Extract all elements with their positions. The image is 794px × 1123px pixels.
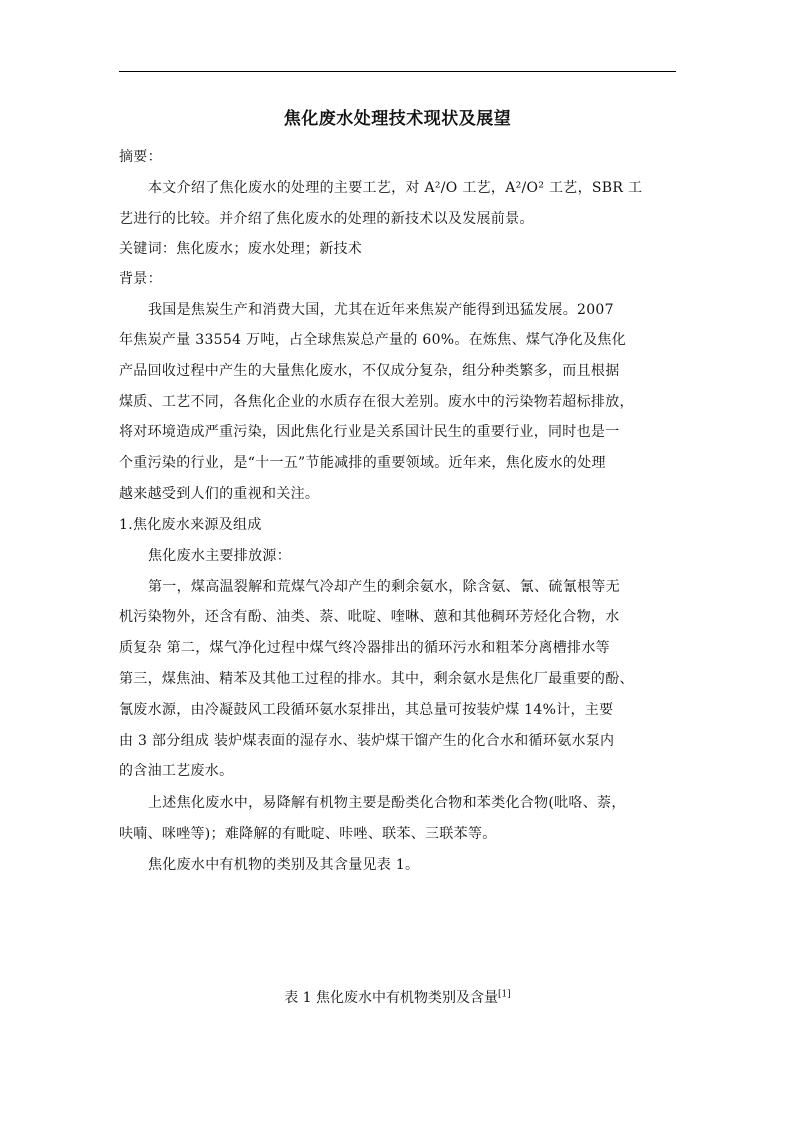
document-title: 焦化废水处理技术现状及展望: [283, 109, 512, 129]
organics-line: 呋喃、咪唑等)；难降解的有毗啶、咔唑、联苯、三联苯等。: [119, 826, 497, 842]
table-reference: 焦化废水中有机物的类别及其含量见表 1。: [148, 857, 420, 873]
background-line: 我国是焦炭生产和消费大国，尤其在近年来焦炭产能得到迅猛发展。2007: [148, 302, 614, 318]
background-line: 产品回收过程中产生的大量焦化废水，不仅成分复杂，组分种类繁多，而且根据: [119, 363, 620, 379]
abstract-line: 艺进行的比较。并介绍了焦化废水的处理的新技术以及发展前景。: [119, 211, 534, 227]
table-caption-text: 表 1 焦化废水中有机物类别及含量: [284, 990, 499, 1006]
sources-line: 机污染物外，还含有酚、油类、萘、吡啶、喹啉、蒽和其他稠环芳烃化合物，水: [119, 609, 620, 625]
background-heading: 背景：: [119, 271, 162, 287]
sources-line: 质复杂 第二，煤气净化过程中煤气终冷器排出的循环污水和粗苯分离槽排水等: [119, 640, 610, 656]
abstract-heading: 摘要：: [119, 149, 162, 165]
background-line: 越来越受到人们的重视和关注。: [119, 486, 320, 502]
organics-line: 上述焦化废水中，易降解有机物主要是酚类化合物和苯类化合物(吡咯、萘，: [148, 795, 626, 811]
table-caption: [119, 987, 676, 1007]
background-line: 将对环境造成严重污染，因此焦化行业是关系国计民生的重要行业，同时也是一: [119, 424, 620, 440]
keywords: 关键词：焦化废水；废水处理；新技术: [119, 241, 363, 257]
background-line: 个重污染的行业，是“十一五”节能减排的重要领域。近年来，焦化废水的处理: [119, 455, 606, 471]
citation-ref: [1]: [498, 989, 511, 1000]
background-line: 年焦炭产量 33554 万吨，占全球焦炭总产量的 60%。在炼焦、煤气净化及焦化: [119, 332, 627, 348]
sources-line: 氰废水源，由冷凝鼓风工段循环氨水泵排出，其总量可按装炉煤 14%计，主要: [119, 702, 614, 718]
header-rule: [119, 71, 676, 72]
sources-line: 第三，煤焦油、精苯及其他工过程的排水。其中，剩余氨水是焦化厂最重要的酚、: [119, 671, 634, 687]
sources-line: 由 3 部分组成 装炉煤表面的湿存水、装炉煤干馏产生的化合水和循环氨水泵内: [119, 733, 615, 749]
sources-line: 第一，煤高温裂解和荒煤气冷却产生的剩余氨水，除含氨、氰、硫氰根等无: [148, 579, 620, 595]
sources-line: 的含油工艺废水。: [119, 763, 234, 779]
abstract-line: 本文介绍了焦化废水的处理的主要工艺，对 A²/O 工艺，A²/O² 工艺，SBR 工: [148, 180, 643, 196]
section-heading: 1.焦化废水来源及组成: [119, 517, 262, 533]
sources-intro: 焦化废水主要排放源：: [148, 548, 291, 564]
background-line: 煤质、工艺不同，各焦化企业的水质存在很大差别。废水中的污染物若超标排放，: [119, 394, 634, 410]
